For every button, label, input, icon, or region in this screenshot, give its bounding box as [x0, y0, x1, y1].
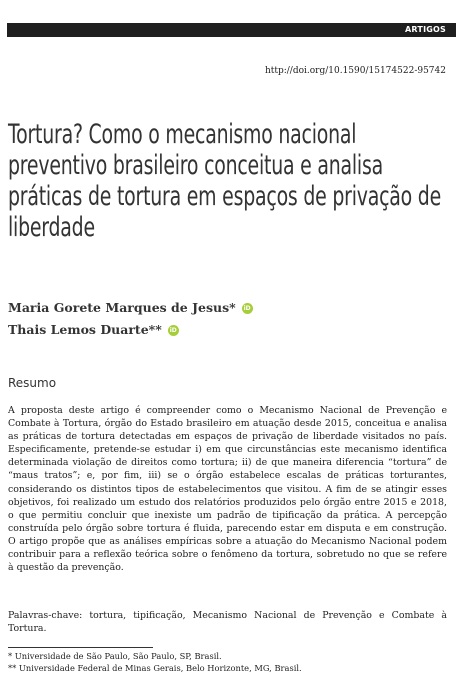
- footnotes: [8, 650, 447, 674]
- article-title: Tortura? Como o mecanismo nacional preventivo brasileiro conceitua e analisa práticas de tortura em espaços de privação de liberdade: [8, 119, 442, 243]
- author-1: [8, 297, 253, 319]
- footnote-divider: [8, 647, 153, 648]
- section-bar: [7, 23, 456, 37]
- abstract-text: A proposta deste artigo é compreender como o Mecanismo Nacional de Prevenção e Combate à Tortura, órgão do Estado brasileiro em atuação desde 2015, conceitua e analisa as práticas de tortura detectadas em espaços de privação de liberdade visitados no país. Especificamente, pretende-se estudar i) em que circunstâncias este mecanismo identifica determinada violação de direitos como tortura; ii) de que maneira diferencia “tortura” de “maus tratos”; e, por fim, iii) se o órgão estabelece escalas de práticas torturantes, considerando os distintos tipos de estabelecimentos que visitou. A fim de se atingir esses objetivos, foi realizado um estudo dos relatórios produzidos pelo órgão entre 2015 e 2018, o que permitiu concluir que inexiste um padrão de tipificação da prática. A percepção construída pelo órgão sobre tortura é fluida, parecendo estar em disputa e em construção. O artigo propõe que as análises empíricas sobre a atuação do Mecanismo Nacional podem contribuir para a reflexão teórica sobre o fenômeno da tortura, sobretudo no que se refere à questão da prevenção.: [8, 405, 447, 574]
- doi-link[interactable]: http://doi.org/10.1590/15174522-95742: [264, 66, 446, 76]
- author-name: Maria Gorete Marques de Jesus*: [8, 300, 236, 315]
- section-label: ARTIGOS: [405, 25, 446, 34]
- footnote-2: ** Universidade Federal de Minas Gerais, Belo Horizonte, MG, Brasil.: [8, 663, 302, 673]
- abstract-heading: Resumo: [8, 376, 57, 390]
- orcid-icon[interactable]: iD: [243, 304, 251, 312]
- footnote-1: * Universidade de São Paulo, São Paulo, SP, Brasil.: [8, 651, 222, 661]
- keywords: Palavras-chave: tortura, tipificação, Mecanismo Nacional de Prevenção e Combate à Tortura.: [8, 610, 447, 635]
- orcid-icon[interactable]: iD: [169, 326, 177, 334]
- author-2: [8, 319, 253, 341]
- author-list: [8, 297, 253, 341]
- author-name: Thais Lemos Duarte**: [8, 322, 162, 337]
